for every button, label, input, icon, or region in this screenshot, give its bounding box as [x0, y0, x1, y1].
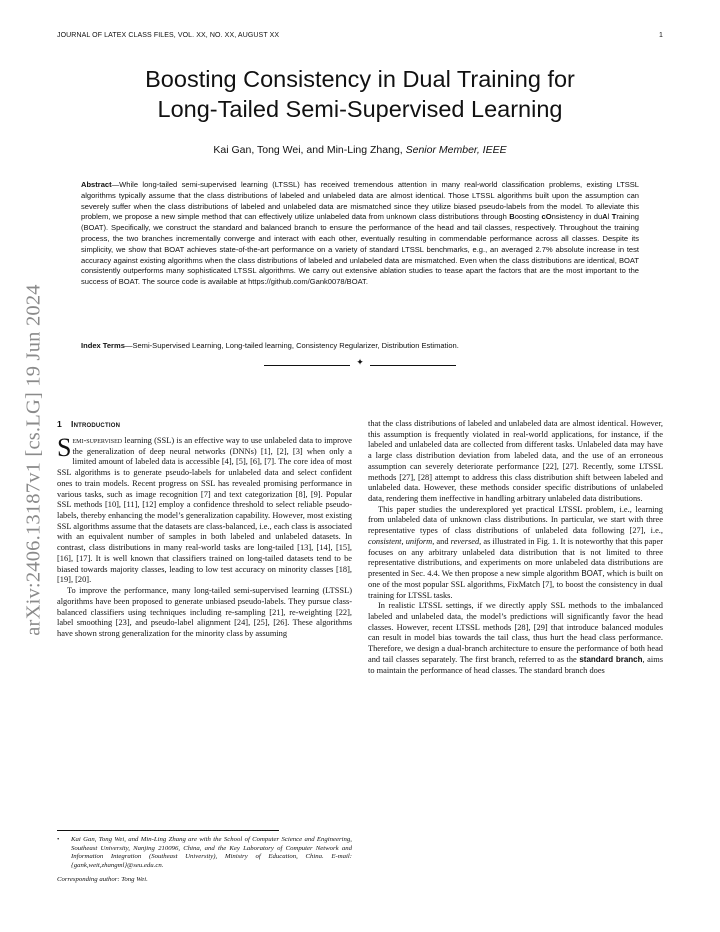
method-name: BOAT: [581, 569, 603, 579]
abstract-label: Abstract: [81, 180, 112, 189]
abstract-text-5: raining (BOAT). Specifically, we construct the standard and balanced branch to ensure the performance of the head and tail classes, respectively. Throughout the training process, the two branches incrementally converge and interact with each other, eventually resulting in commendable performance across all classes. Despite its simplicity, we show that BOAT achieves state-of-the-art performance on a variety of standard LTSSL benchmarks, e.g., an averaged 2.7% absolute increase in test accuracy against existing algorithms when the class distributions of labeled and unlabeled data are mismatched. Even when the class distributions are identical, BOAT consistently outperforms many sophisticated LTSSL algorithms. We carry out extensive ablation studies to tease apart the factors that are the most important to the success of BOAT. The source code is available at https://github.com/Gank0078/BOAT.: [81, 212, 639, 287]
acronym-letter: O: [545, 212, 552, 222]
acronym-letter: c: [541, 212, 546, 222]
corresponding-author: Corresponding author: Tong Wei.: [57, 876, 148, 883]
paragraph-text: This paper studies the underexplored yet practical LTSSL problem, i.e., learning from unlabeled data of unknown class distributions. In particular, we start with three representative types of class distributions of unlabeled data following [27], i.e.,: [368, 504, 663, 536]
acronym-letter: T: [611, 212, 617, 222]
acronym-letter: B: [509, 212, 515, 222]
index-terms: [81, 341, 639, 352]
footnote-bullet: •: [57, 836, 60, 843]
divider-ornament: ✦: [356, 358, 364, 368]
abstract: [81, 180, 639, 288]
running-header: [57, 32, 663, 44]
section-title: Introduction: [70, 419, 121, 429]
index-terms-text: —Semi-Supervised Learning, Long-tailed learning, Consistency Regularizer, Distribution Estimation.: [124, 341, 459, 350]
section-heading: [57, 419, 120, 429]
title-line-1: Boosting Consistency in Dual Training for: [145, 66, 575, 92]
author-line: [57, 144, 663, 156]
index-terms-label: Index Terms: [81, 341, 125, 350]
arxiv-identifier: arXiv:2406.13187v1 [cs.LG] 19 Jun 2024: [22, 284, 45, 636]
intro-paragraph-1: [57, 433, 352, 586]
intro-paragraph-4: [368, 601, 663, 676]
abstract-text-4: l: [607, 212, 612, 222]
arxiv-identifier-stamp: [18, 250, 50, 670]
abstract-text-1: —While long-tailed semi-supervised learning (LTSSL) has received tremendous attention in many real-world classification problems, existing LTSSL algorithms typically assume that the class distributions of labeled and unlabeled data are almost identical. Those LTSSL algorithms built upon the assumption can severely suffer when the class distributions of labeled and unlabeled data are mismatched since they utilize biased pseudo-labels from the model. To alleviate this problem, we propose a new simple method that can effectively utilize unlabeled data from unknown class distributions through: [81, 180, 639, 222]
intro-paragraph-continued: that the class distributions of labeled and unlabeled data are almost identical. However, this assumption is frequently violated in real-world applications, for instance, if the labeled and unlabeled data are collected from different tasks. Unlabeled data may have a large class distribution deviation from labeled data, and the use of an erroneous assumption can severely deteriorate performance [22], [27]. Recently, some LTSSL methods [27], [28] attempt to address this class distribution shift between labeled and unlabeled data. However, these methods consider specific distributions of unlabeled data, rendering them ineffective in handling arbitrary unlabeled data distributions.: [368, 419, 663, 504]
section-divider: [264, 358, 456, 369]
affiliation-footnote: [57, 836, 352, 870]
paragraph-text: ,: [401, 536, 406, 546]
emphasis-term: consistent: [368, 536, 402, 546]
abstract-text-2: oosting: [514, 212, 542, 222]
bold-term: standard branch: [579, 654, 643, 664]
page-number: 1: [659, 32, 663, 39]
paper-title: [57, 64, 663, 124]
author-names: Kai Gan, Tong Wei, and Min-Ling Zhang,: [213, 144, 403, 156]
intro-paragraph-3: [368, 505, 663, 601]
intro-paragraph-2: To improve the performance, many long-tailed semi-supervised learning (LTSSL) algorithms have been proposed to generate unbiased pseudo-labels. They pursue class-balanced classifiers using techniques including re-sampling [21], re-weighting [22], label smoothing [23], and pseudo-label alignment [24], [25], [26]. These algorithms have shown strong generalization for the minority class by assuming: [57, 586, 352, 638]
paragraph-text: , which is built on one of the most popular SSL algorithms, FixMatch [7], to boost the consistency in dual training for LTSSL tasks.: [368, 569, 663, 600]
paragraph-text: , as illustrated in Fig. 1. It is noteworthy that this paper focuses on any arbitrary unlabeled data distribution that is not limited to three representative distributions, and experiments on more unlabeled data distributions are presented in Sec. 4.4. We then propose a new simple algorithm: [368, 536, 664, 579]
footnote-text: Kai Gan, Tong Wei, and Min-Ling Zhang are with the School of Computer Science and Engineering, Southeast University, Nanjing 210096, China, and the Key Laboratory of Computer Network and Information Integration (Southeast University), Ministry of Education, China. E-mail: {gank,weit,zhangml}@seu.edu.cn.: [71, 836, 352, 869]
author-membership: Senior Member, IEEE: [405, 144, 507, 156]
paragraph-text: , and: [432, 536, 451, 546]
paragraph-text: In realistic LTSSL settings, if we directly apply SSL methods to the imbalanced labeled and unlabeled data, the model’s predictions will significantly favor the head classes. However, recent LTSSL methods [28], [29] that introduce balanced modules can result in model bias towards the tail class, thus hurt the head class performance. Therefore, we design a dual-branch architecture to ensure the performance of both head and tail classes separately. The first branch, referred to as the: [368, 601, 663, 664]
footnote-rule: [57, 830, 279, 831]
right-column: [368, 419, 663, 676]
intro-text-1: learning (SSL) is an effective way to use unlabeled data to improve the generalization of deep neural networks (DNNs) [1], [2], [3] when only a limited amount of labeled data is accessible [4], [5], [6], [7]. The core idea of most SSL algorithms is to generate pseudo-labels for unlabeled data and select confident ones to train models. Recent progress on SSL has revealed promising performance in various tasks, such as image recognition [7] and text categorization [8], [9]. Popular SSL methods [10], [11], [12] employ a confidence threshold to select reliable pseudo-labels, thereby enhancing the model’s generalization capability. However, most existing SSL algorithms assume that the datasets are class-balanced, i.e., each class is associated with an equivalent number of samples in both labeled and unlabeled datasets. In contrast, class distributions in many real-world tasks are long-tailed [13], [14], [15], [16], [17]. It is well known that classifiers trained on long-tailed datasets tend to be biased towards majority classes, leading to low test accuracy on minority classes [18], [19], [20].: [57, 436, 352, 585]
acronym-letter: A: [602, 212, 608, 222]
section-number: 1: [57, 419, 62, 429]
abstract-text-3: nsistency in du: [551, 212, 603, 222]
title-line-2: Long-Tailed Semi-Supervised Learning: [157, 96, 563, 122]
intro-lead-words: emi-supervised: [72, 436, 123, 445]
divider-rule-right: [370, 365, 456, 366]
journal-name: JOURNAL OF LATEX CLASS FILES, VOL. XX, NO. XX, AUGUST XX: [57, 32, 280, 39]
left-column: [57, 433, 352, 640]
emphasis-term: uniform: [405, 536, 433, 546]
paragraph-text: , aims to maintain the performance of head classes. The standard branch does: [368, 654, 664, 675]
emphasis-term: reversed: [450, 536, 480, 546]
divider-rule-left: [264, 365, 350, 366]
drop-cap: S: [57, 433, 72, 462]
